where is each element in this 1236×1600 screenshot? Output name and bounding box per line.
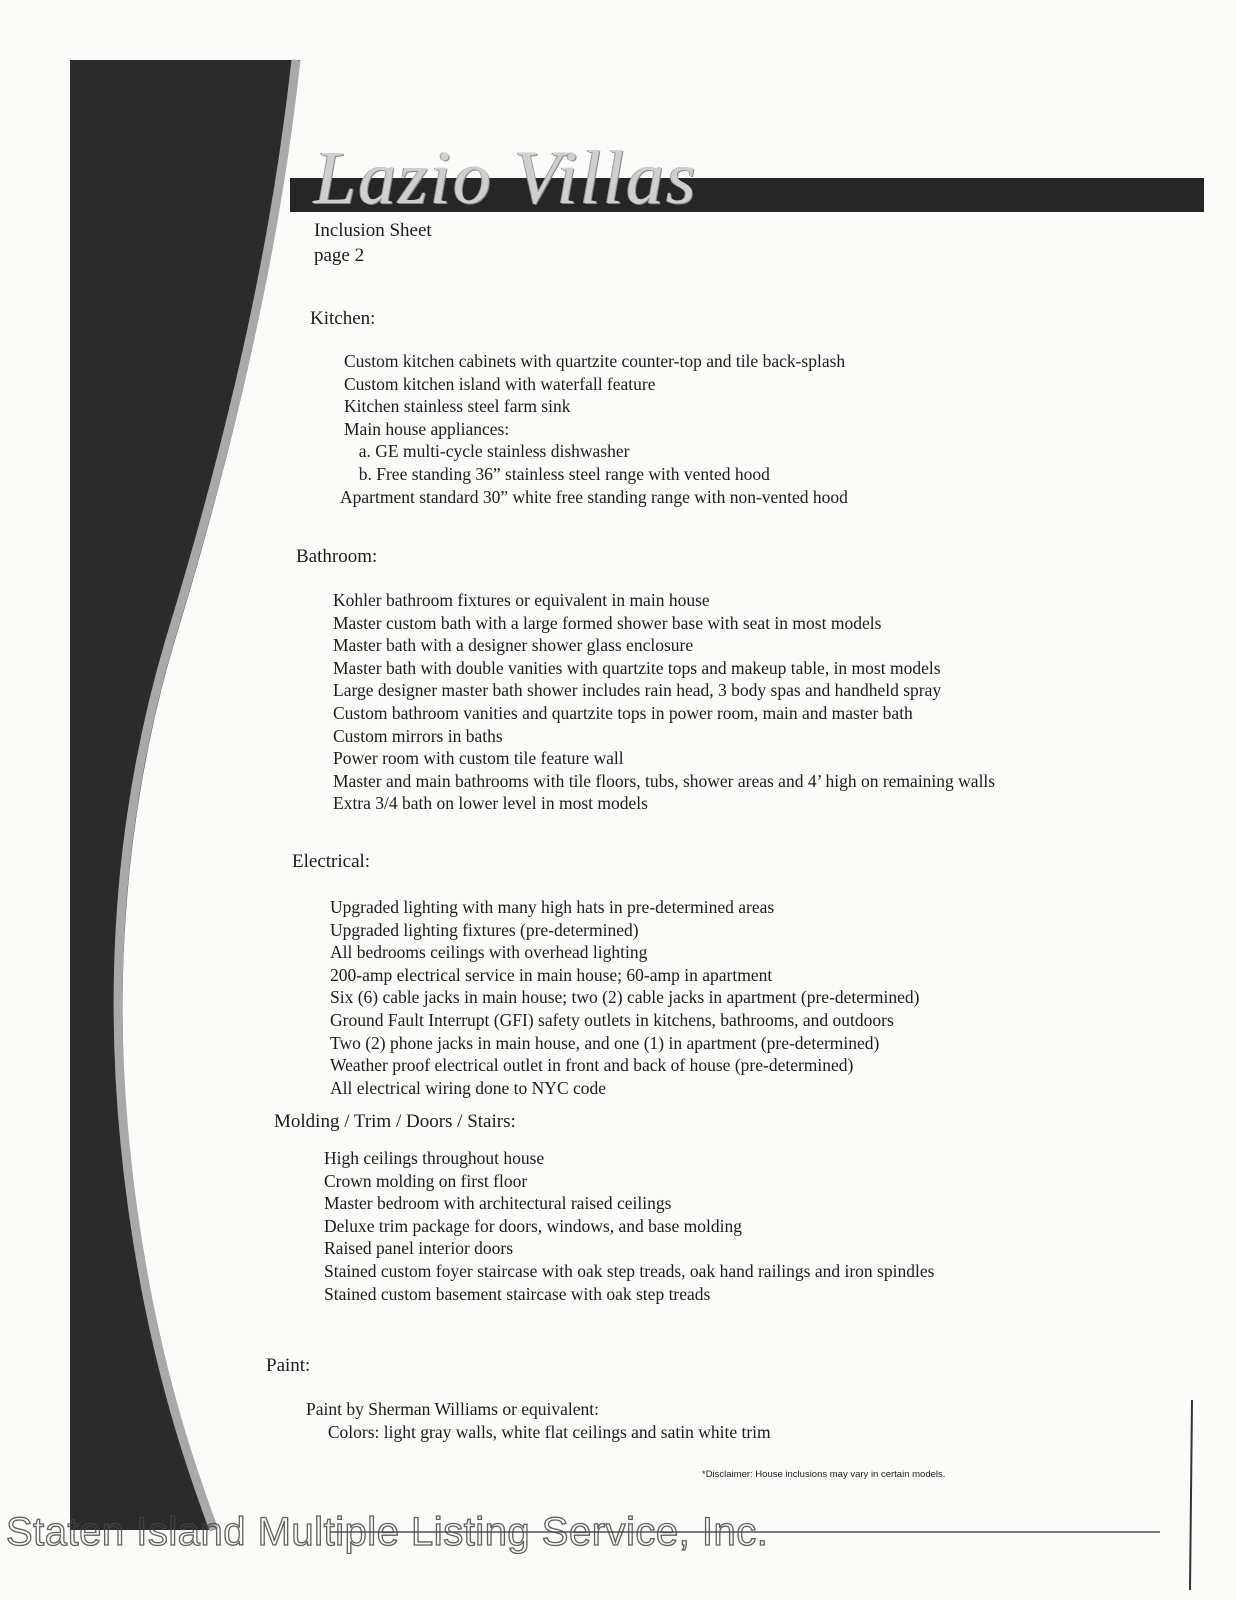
list-item: Master bath with a designer shower glass enclosure <box>333 635 694 656</box>
scan-edge-mark <box>1190 1400 1192 1590</box>
list-item: Kohler bathroom fixtures or equivalent in main house <box>333 590 710 610</box>
list-item: Two (2) phone jacks in main house, and one (1) in apartment (pre-determined) <box>330 1032 880 1053</box>
list-item: Ground Fault Interrupt (GFI) safety outlets in kitchens, bathrooms, and outdoors <box>330 1009 894 1030</box>
list-item: b. Free standing 36” stainless steel range with vented hood <box>350 463 770 484</box>
page-number: page 2 <box>314 245 365 266</box>
disclaimer-note: *Disclaimer: House inclusions may vary in certain models. <box>702 1469 946 1480</box>
list-item: Custom mirrors in baths <box>333 725 503 746</box>
mls-watermark: Staten Island Multiple Listing Service, Inc. <box>6 1510 769 1554</box>
section-list-paint <box>306 1398 771 1443</box>
section-list-electrical <box>330 896 919 1099</box>
list-item: Deluxe trim package for doors, windows, and base molding <box>324 1215 742 1236</box>
list-item: Custom kitchen cabinets with quartzite counter-top and tile back-splash <box>344 351 846 371</box>
list-item: Master bedroom with architectural raised ceilings <box>324 1193 672 1214</box>
section-heading-molding: Molding / Trim / Doors / Stairs: <box>274 1111 516 1132</box>
list-item: Master and main bathrooms with tile floors, tubs, shower areas and 4’ high on remaining walls <box>333 770 996 791</box>
section-list-bathroom <box>333 589 995 815</box>
section-heading-paint: Paint: <box>266 1355 311 1376</box>
list-item: Custom kitchen island with waterfall feature <box>344 373 656 394</box>
document-title: Lazio Villas <box>314 136 698 220</box>
list-item: Large designer master bath shower includes rain head, 3 body spas and handheld spray <box>333 680 942 701</box>
list-item: All bedrooms ceilings with overhead lighting <box>330 942 648 963</box>
list-item: Stained custom foyer staircase with oak step treads, oak hand railings and iron spindles <box>324 1260 935 1281</box>
list-item: Upgraded lighting fixtures (pre-determined) <box>330 919 639 940</box>
list-item: Six (6) cable jacks in main house; two (2) cable jacks in apartment (pre-determined) <box>330 987 920 1008</box>
list-item: Power room with custom tile feature wall <box>333 748 624 769</box>
list-item: Apartment standard 30” white free standing range with non-vented hood <box>340 486 848 507</box>
list-item: Stained custom basement staircase with oak step treads <box>324 1283 711 1304</box>
section-heading-electrical: Electrical: <box>292 851 371 872</box>
list-item: Master bath with double vanities with quartzite tops and makeup table, in most models <box>333 657 941 678</box>
list-item: Weather proof electrical outlet in front and back of house (pre-determined) <box>330 1055 854 1076</box>
list-item: Crown molding on first floor <box>324 1170 528 1191</box>
subtitle: Inclusion Sheet <box>314 220 432 241</box>
list-item: High ceilings throughout house <box>324 1148 545 1168</box>
list-item: All electrical wiring done to NYC code <box>330 1077 607 1098</box>
list-item: Raised panel interior doors <box>324 1238 514 1259</box>
list-item: Extra 3/4 bath on lower level in most models <box>333 793 648 814</box>
list-item: 200-amp electrical service in main house; 60-amp in apartment <box>330 964 773 985</box>
list-item: Custom bathroom vanities and quartzite tops in power room, main and master bath <box>333 702 913 723</box>
list-item: Master custom bath with a large formed shower base with seat in most models <box>333 612 882 633</box>
list-item: Kitchen stainless steel farm sink <box>344 396 571 417</box>
section-list-molding <box>324 1147 934 1305</box>
list-item: Paint by Sherman Williams or equivalent: <box>306 1399 600 1419</box>
section-heading-bathroom: Bathroom: <box>296 546 378 567</box>
list-item: a. GE multi-cycle stainless dishwasher <box>350 441 630 462</box>
list-item: Upgraded lighting with many high hats in pre-determined areas <box>330 897 775 917</box>
list-item: Main house appliances: <box>344 418 510 439</box>
list-item: Colors: light gray walls, white flat ceilings and satin white trim <box>306 1421 771 1442</box>
section-list-kitchen <box>340 350 848 508</box>
section-heading-kitchen: Kitchen: <box>310 308 376 329</box>
